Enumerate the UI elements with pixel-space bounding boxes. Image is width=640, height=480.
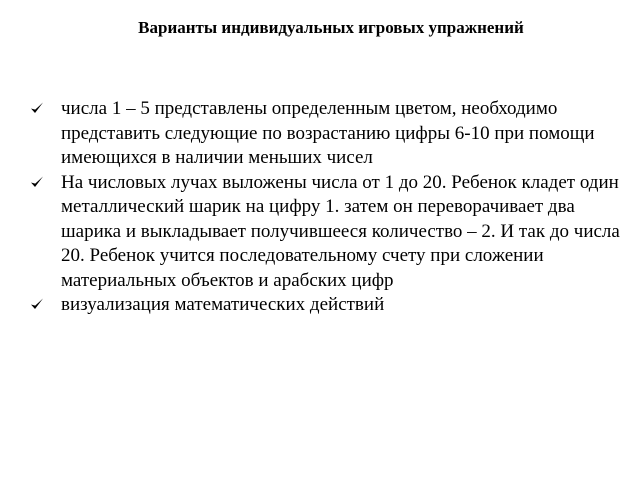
list-item [30,293,630,318]
list-item-text: числа 1 – 5 представлены определенным цветом, необходимо представить следующие по возрастанию цифры 6-10 при помощи имеющихся в наличии меньших чисел [61,98,595,168]
list-item-text: визуализация математических действий [61,294,385,315]
list-item [30,97,630,171]
list-item [30,171,630,294]
slide-title: Варианты индивидуальных игровых упражнений [138,18,524,37]
list-item-text: На числовых лучах выложены числа от 1 до 20. Ребенок кладет один металлический шарик на цифру 1. затем он переворачивает два шарика и выкладывает получившееся количество – 2. И так до числа 20. Ребенок учится последовательному счету при сложении материальных объектов и арабских цифр [61,171,620,291]
checkmark-icon [30,297,44,311]
checkmark-icon [30,175,44,189]
bullet-list [30,97,630,318]
checkmark-icon [30,101,44,115]
